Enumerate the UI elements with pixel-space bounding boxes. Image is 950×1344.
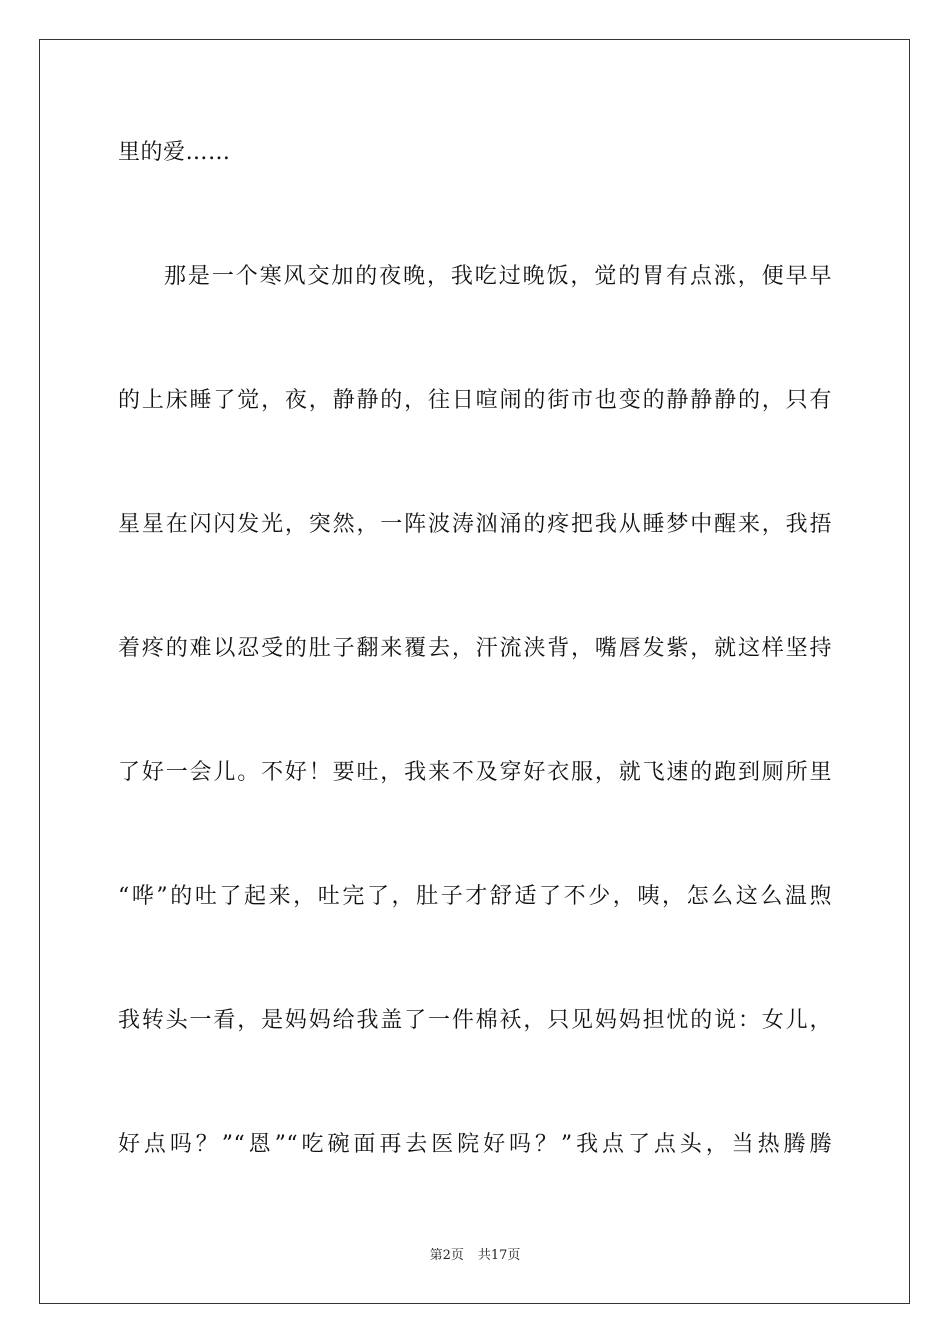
page-number: 第2页	[429, 1248, 464, 1263]
paragraph-line-1: 里的爱……	[118, 140, 231, 165]
paragraph-line-7: “哗”的吐了起来，吐完了，肚子才舒适了不少，咦，怎么这么温煦	[118, 884, 832, 909]
paragraph-line-9: 好点吗？”“恩”“吃碗面再去医院好吗？”我点了点头，当热腾腾	[118, 1132, 832, 1157]
paragraph-line-5: 着疼的难以忍受的肚子翻来覆去，汗流浃背，嘴唇发紫，就这样坚持	[118, 636, 832, 661]
paragraph-line-4: 星星在闪闪发光，突然，一阵波涛汹涌的疼把我从睡梦中醒来，我捂	[118, 512, 832, 537]
page-total: 共17页	[477, 1248, 521, 1263]
paragraph-line-6: 了好一会儿。不好！要吐，我来不及穿好衣服，就飞速的跑到厕所里	[118, 760, 832, 785]
paragraph-line-3: 的上床睡了觉，夜，静静的，往日喧闹的街市也变的静静静的，只有	[118, 388, 832, 413]
paragraph-line-8: 我转头一看，是妈妈给我盖了一件棉袄，只见妈妈担忧的说：女儿，	[118, 1008, 832, 1033]
page-footer	[0, 1247, 950, 1265]
page-border	[39, 39, 910, 1304]
paragraph-line-2: 那是一个寒风交加的夜晚，我吃过晚饭，觉的胃有点涨，便早早	[164, 264, 832, 289]
